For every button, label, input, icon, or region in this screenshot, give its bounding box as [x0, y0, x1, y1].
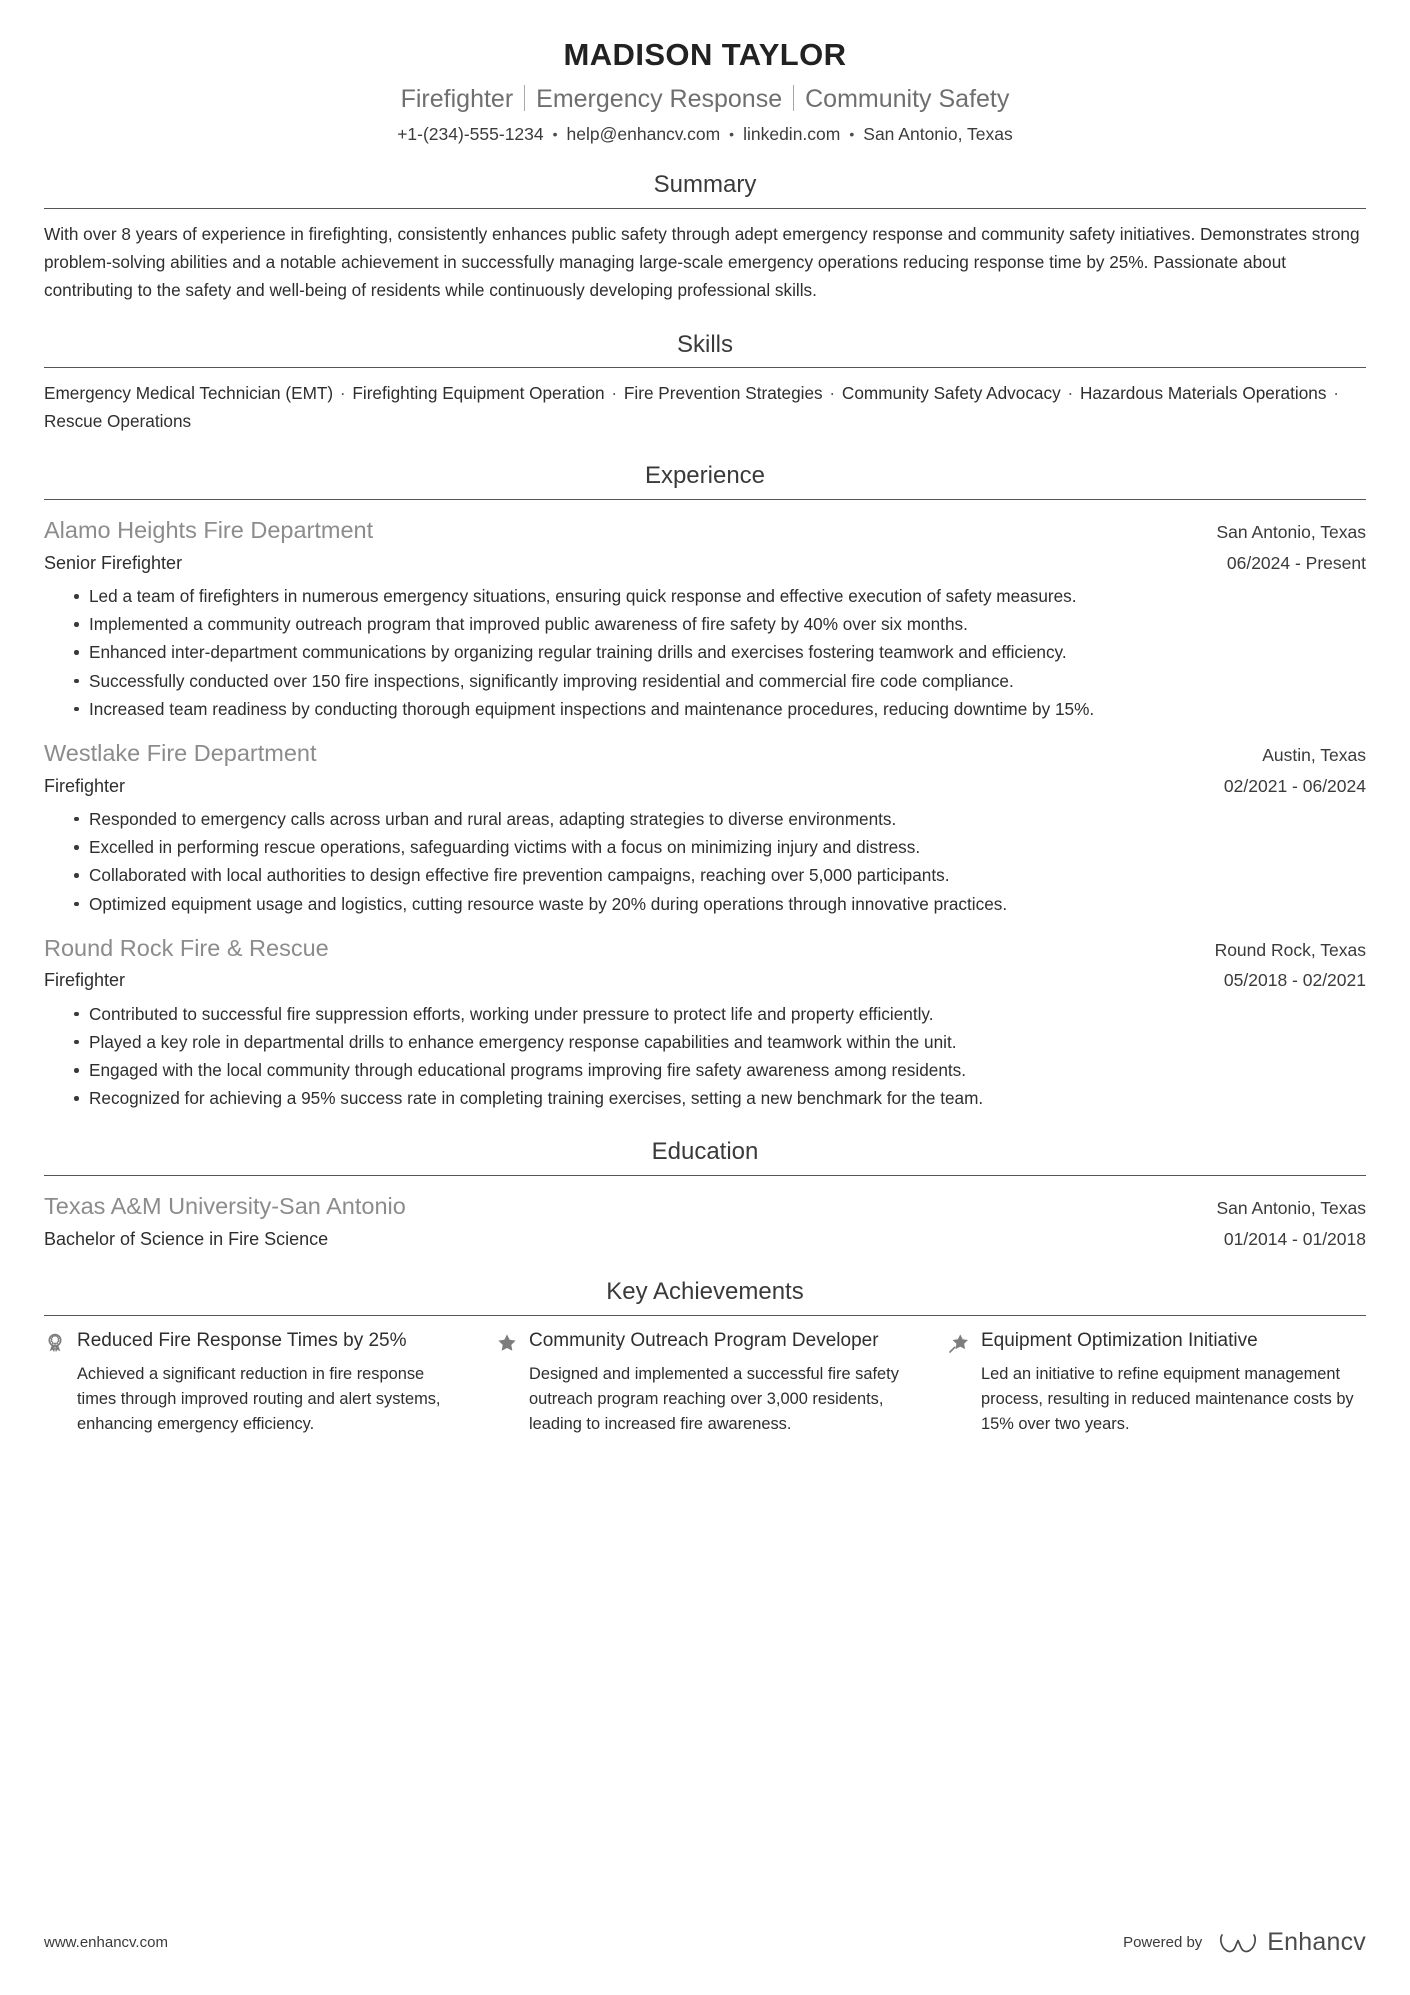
entry-header-row — [44, 515, 1366, 547]
enhancv-wordmark: Enhancv — [1267, 1928, 1366, 1956]
achievement-text — [77, 1328, 462, 1437]
skill-item: Fire Prevention Strategies — [623, 383, 823, 404]
section-title-key-achievements: Key Achievements — [606, 1278, 804, 1306]
entry-role: Firefighter — [44, 970, 126, 991]
entry-bullet-list — [44, 583, 1366, 723]
entry-bullet: Responded to emergency calls across urban and rural areas, adapting strategies to diverse environments. — [74, 806, 1366, 833]
skill-separator-icon: · — [335, 383, 351, 404]
entry-bullet-list — [44, 806, 1366, 918]
contact-separator-icon: • — [552, 125, 558, 142]
entry-dates: 02/2021 - 06/2024 — [1223, 775, 1366, 796]
powered-by-label: Powered by — [1123, 1934, 1203, 1951]
entry-role: Senior Firefighter — [44, 552, 183, 573]
entry — [44, 1191, 1366, 1252]
achievement-card — [44, 1328, 462, 1437]
section-title-skills: Skills — [676, 330, 733, 358]
entry-location: San Antonio, Texas — [1216, 1198, 1366, 1219]
entry-location: Austin, Texas — [1262, 744, 1366, 765]
page-footer — [44, 1928, 1366, 1957]
section-education — [44, 1138, 1366, 1252]
achievement-description: Achieved a significant reduction in fire response times through improved routing and alert systems, enhancing emergency efficiency. — [77, 1365, 441, 1434]
skill-separator-icon: · — [1062, 383, 1078, 404]
achievement-title: Community Outreach Program Developer — [529, 1330, 879, 1352]
entry-bullet: Excelled in performing rescue operations, safeguarding victims with a focus on minimizing injury and distress. — [74, 834, 1366, 861]
education-entries — [44, 1176, 1366, 1252]
entry-organization: Texas A&M University-San Antonio — [44, 1193, 406, 1220]
section-experience — [44, 462, 1366, 1112]
resume-header — [44, 0, 1366, 145]
headline-part-1: Firefighter — [400, 84, 514, 113]
skill-item: Rescue Operations — [44, 411, 192, 432]
section-key-achievements — [44, 1278, 1366, 1437]
achievement-cards — [44, 1316, 1366, 1437]
entry-bullet: Contributed to successful fire suppression efforts, working under pressure to protect life and property efficiently. — [74, 1001, 1366, 1028]
achievement-description: Led an initiative to refine equipment management process, resulting in reduced maintenance costs by 15% over two years. — [981, 1365, 1354, 1434]
entry — [44, 933, 1366, 1113]
achievement-title: Reduced Fire Response Times by 25% — [77, 1330, 407, 1352]
experience-entries — [44, 500, 1366, 1113]
skill-item: Community Safety Advocacy — [841, 383, 1061, 404]
entry-subheader-row — [44, 550, 1366, 576]
achievement-description: Designed and implemented a successful fire safety outreach program reaching over 3,000 residents, leading to increased fire awareness. — [529, 1365, 899, 1434]
entry — [44, 515, 1366, 723]
entry-organization: Westlake Fire Department — [44, 739, 317, 766]
achievement-card — [496, 1328, 914, 1437]
entry-bullet: Led a team of firefighters in numerous emergency situations, ensuring quick response and effective execution of safety measures. — [74, 583, 1366, 610]
entry-bullet: Collaborated with local authorities to design effective fire prevention campaigns, reaching over 5,000 participants. — [74, 862, 1366, 889]
entry-bullet: Played a key role in departmental drills to enhance emergency response capabilities and teamwork within the unit. — [74, 1029, 1366, 1056]
footer-website-url[interactable]: www.enhancv.com — [44, 1934, 168, 1951]
achievement-title: Equipment Optimization Initiative — [981, 1330, 1258, 1352]
entry-bullet: Recognized for achieving a 95% success rate in completing training exercises, setting a new benchmark for the team. — [74, 1085, 1366, 1112]
entry-organization: Alamo Heights Fire Department — [44, 516, 374, 543]
skill-item: Firefighting Equipment Operation — [352, 383, 605, 404]
page-title: MADISON TAYLOR — [563, 37, 847, 72]
shooting-star-icon — [948, 1332, 970, 1354]
headline-divider-1 — [524, 85, 525, 111]
skill-separator-icon: · — [1328, 383, 1339, 404]
contact-separator-icon: • — [729, 125, 735, 142]
skill-separator-icon: · — [606, 383, 622, 404]
contact-location: San Antonio, Texas — [863, 124, 1013, 145]
entry-bullet: Enhanced inter-department communications by organizing regular training drills and exercises fostering teamwork and efficiency. — [74, 639, 1366, 666]
entry-bullet: Optimized equipment usage and logistics, cutting resource waste by 20% during operations through innovative practices. — [74, 891, 1366, 918]
headline-part-2: Emergency Response — [536, 84, 783, 113]
contact-phone[interactable]: +1-(234)-555-1234 — [397, 124, 544, 145]
entry-bullet: Successfully conducted over 150 fire inspections, significantly improving residential and commercial fire code compliance. — [74, 668, 1366, 695]
section-title-summary: Summary — [653, 171, 757, 199]
skill-item: Emergency Medical Technician (EMT) — [44, 383, 334, 404]
achievement-card — [948, 1328, 1366, 1437]
summary-text: With over 8 years of experience in firefighting, consistently enhances public safety through adept emergency response and community safety initiatives. Demonstrates strong problem-solving abilities and a notable achievement in successfully managing large-scale emergency operations reducing response time by 25%. Passionate about contributing to the safety and well-being of residents while continuously developing professional skills. — [44, 224, 1360, 300]
contact-linkedin[interactable]: linkedin.com — [743, 124, 841, 145]
entry — [44, 738, 1366, 918]
award-ribbon-icon — [44, 1332, 66, 1354]
headline-divider-2 — [793, 85, 794, 111]
entry-subheader-row — [44, 967, 1366, 993]
achievement-text — [981, 1328, 1366, 1437]
section-skills — [44, 331, 1366, 437]
section-title-education: Education — [651, 1138, 759, 1166]
entry-dates: 01/2014 - 01/2018 — [1223, 1228, 1366, 1249]
entry-subheader-row — [44, 1226, 1366, 1252]
entry-bullet-list — [44, 1001, 1366, 1113]
skill-item: Hazardous Materials Operations — [1079, 383, 1327, 404]
entry-location: San Antonio, Texas — [1216, 521, 1366, 542]
entry-bullet: Engaged with the local community through educational programs improving fire safety awareness among residents. — [74, 1057, 1366, 1084]
section-summary — [44, 171, 1366, 304]
star-icon — [496, 1332, 518, 1354]
achievement-text — [529, 1328, 914, 1437]
skills-list — [44, 380, 1366, 436]
entry-role: Bachelor of Science in Fire Science — [44, 1228, 329, 1249]
entry-location: Round Rock, Texas — [1214, 939, 1366, 960]
entry-organization: Round Rock Fire & Rescue — [44, 934, 329, 961]
entry-dates: 05/2018 - 02/2021 — [1223, 970, 1366, 991]
entry-bullet: Increased team readiness by conducting thorough equipment inspections and maintenance procedures, reducing downtime by 15%. — [74, 696, 1366, 723]
entry-subheader-row — [44, 773, 1366, 799]
skill-separator-icon: · — [824, 383, 840, 404]
contact-email[interactable]: help@enhancv.com — [566, 124, 721, 145]
enhancv-mark-icon — [1218, 1930, 1258, 1956]
contact-line — [44, 124, 1366, 145]
section-title-experience: Experience — [644, 462, 766, 490]
entry-header-row — [44, 933, 1366, 965]
entry-header-row — [44, 1191, 1366, 1223]
enhancv-logo — [1218, 1928, 1366, 1957]
headline-part-3: Community Safety — [805, 84, 1010, 113]
entry-bullet: Implemented a community outreach program that improved public awareness of fire safety by 40% over six months. — [74, 611, 1366, 638]
entry-role: Firefighter — [44, 775, 126, 796]
entry-header-row — [44, 738, 1366, 770]
entry-dates: 06/2024 - Present — [1226, 552, 1366, 573]
professional-headline — [44, 81, 1366, 116]
contact-separator-icon: • — [849, 125, 855, 142]
